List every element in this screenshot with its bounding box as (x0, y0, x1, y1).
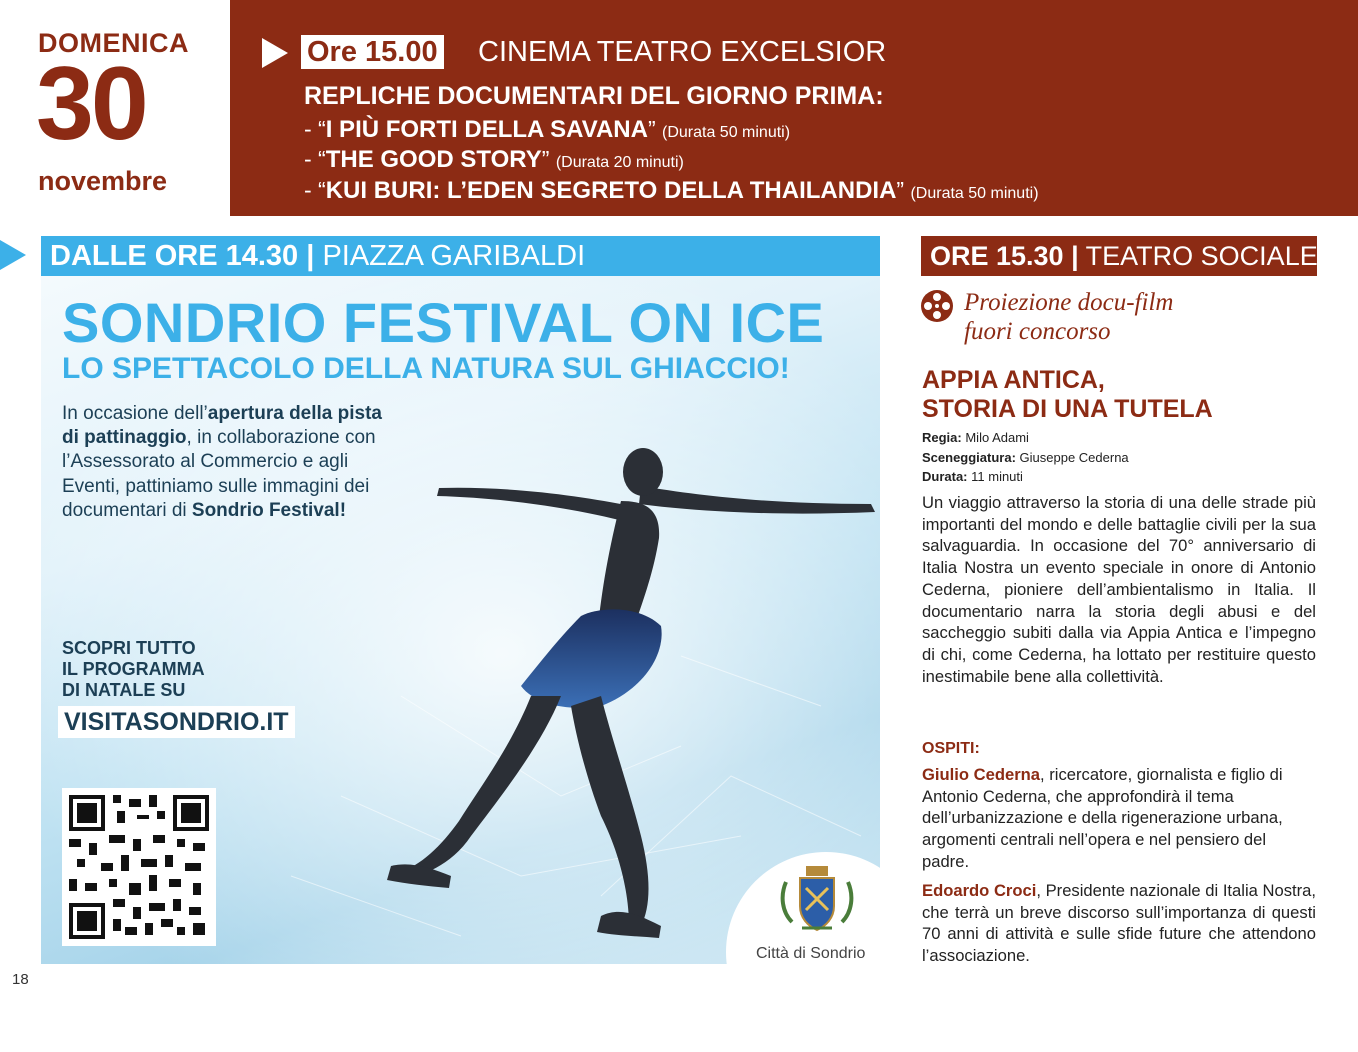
film-category: Proiezione docu-film fuori concorso (964, 289, 1174, 345)
ice-event-header: DALLE ORE 14.30 | PIAZZA GARIBALDI (50, 240, 586, 272)
festival-title: SONDRIO FESTIVAL ON ICE (62, 291, 825, 354)
website-link[interactable]: VISITASONDRIO.IT (58, 706, 295, 738)
film-reel-icon (919, 288, 955, 324)
qr-code-icon[interactable] (62, 788, 216, 946)
ice-event-intro: In occasione dell’apertura della pista di pattinaggio, in collaborazione con l’Assessorato al Commercio e agli Eventi, pattiniamo sulle immagini dei documentari di Sondrio Festival! (62, 403, 382, 521)
date-weekday: DOMENICA (38, 28, 189, 58)
date-day-number: 30 (36, 46, 146, 162)
festival-subtitle: LO SPETTACOLO DELLA NATURA SUL GHIACCIO! (62, 352, 790, 385)
guest-entry: Edoardo Croci, Presidente nazionale di Italia Nostra, che terrà un breve discorso sull’importanza di questi 70 anni di attività e sulle sfide future che attendono l’associazione. (922, 881, 1316, 966)
replays-title: REPLICHE DOCUMENTARI DEL GIORNO PRIMA: (304, 82, 884, 110)
film-event-header: ORE 15.30 | TEATRO SOCIALE (930, 241, 1318, 271)
guest-entry: Giulio Cederna, ricercatore, giornalista e figlio di Antonio Cederna, che approfondirà il tema dell’urbanizzazione e della rigenerazione urbana, argomenti centrali nell’opera e nel pensiero del padre. (922, 765, 1283, 871)
film-credits: Regia: Milo Adami Sceneggiatura: Giuseppe Cederna Durata: 11 minuti (922, 430, 1129, 484)
doc-item: - “I PIÙ FORTI DELLA SAVANA” (Durata 50 minuti) (304, 116, 791, 143)
film-title: APPIA ANTICA, STORIA DI UNA TUTELA (922, 366, 1213, 423)
play-arrow-icon (262, 38, 288, 68)
film-description: Un viaggio attraverso la storia di una delle strade più importanti del mondo e delle battaglie civili per la sua salvaguardia. In occasione del 70° anniversario di Italia Nostra un evento speciale in onore di Antonio Cederna, pioniere dell’ambientalismo in Italia. Il documentario narra la storia degli abusi e del saccheggio subiti dalla via Appia Antica e l’impegno di chi, come Cederna, ha lottato per restituire questo inestimabile bene alla collettività. (922, 493, 1316, 686)
guests-heading: OSPITI: (922, 740, 980, 757)
city-coat-of-arms-icon (778, 862, 856, 942)
top-event-venue: CINEMA TEATRO EXCELSIOR (478, 36, 887, 68)
qr-code-pattern (69, 795, 209, 939)
doc-item: - “THE GOOD STORY” (Durata 20 minuti) (304, 146, 684, 173)
doc-item: - “KUI BURI: L’EDEN SEGRETO DELLA THAILANDIA” (Durata 50 minuti) (304, 177, 1039, 204)
city-logo-label: Città di Sondrio (756, 945, 866, 962)
program-cta: SCOPRI TUTTO IL PROGRAMMA DI NATALE SU (62, 638, 205, 700)
pointer-arrow-icon (0, 240, 26, 270)
date-month: novembre (38, 166, 168, 196)
page-number: 18 (12, 971, 29, 988)
top-event-time: Ore 15.00 (301, 35, 444, 69)
